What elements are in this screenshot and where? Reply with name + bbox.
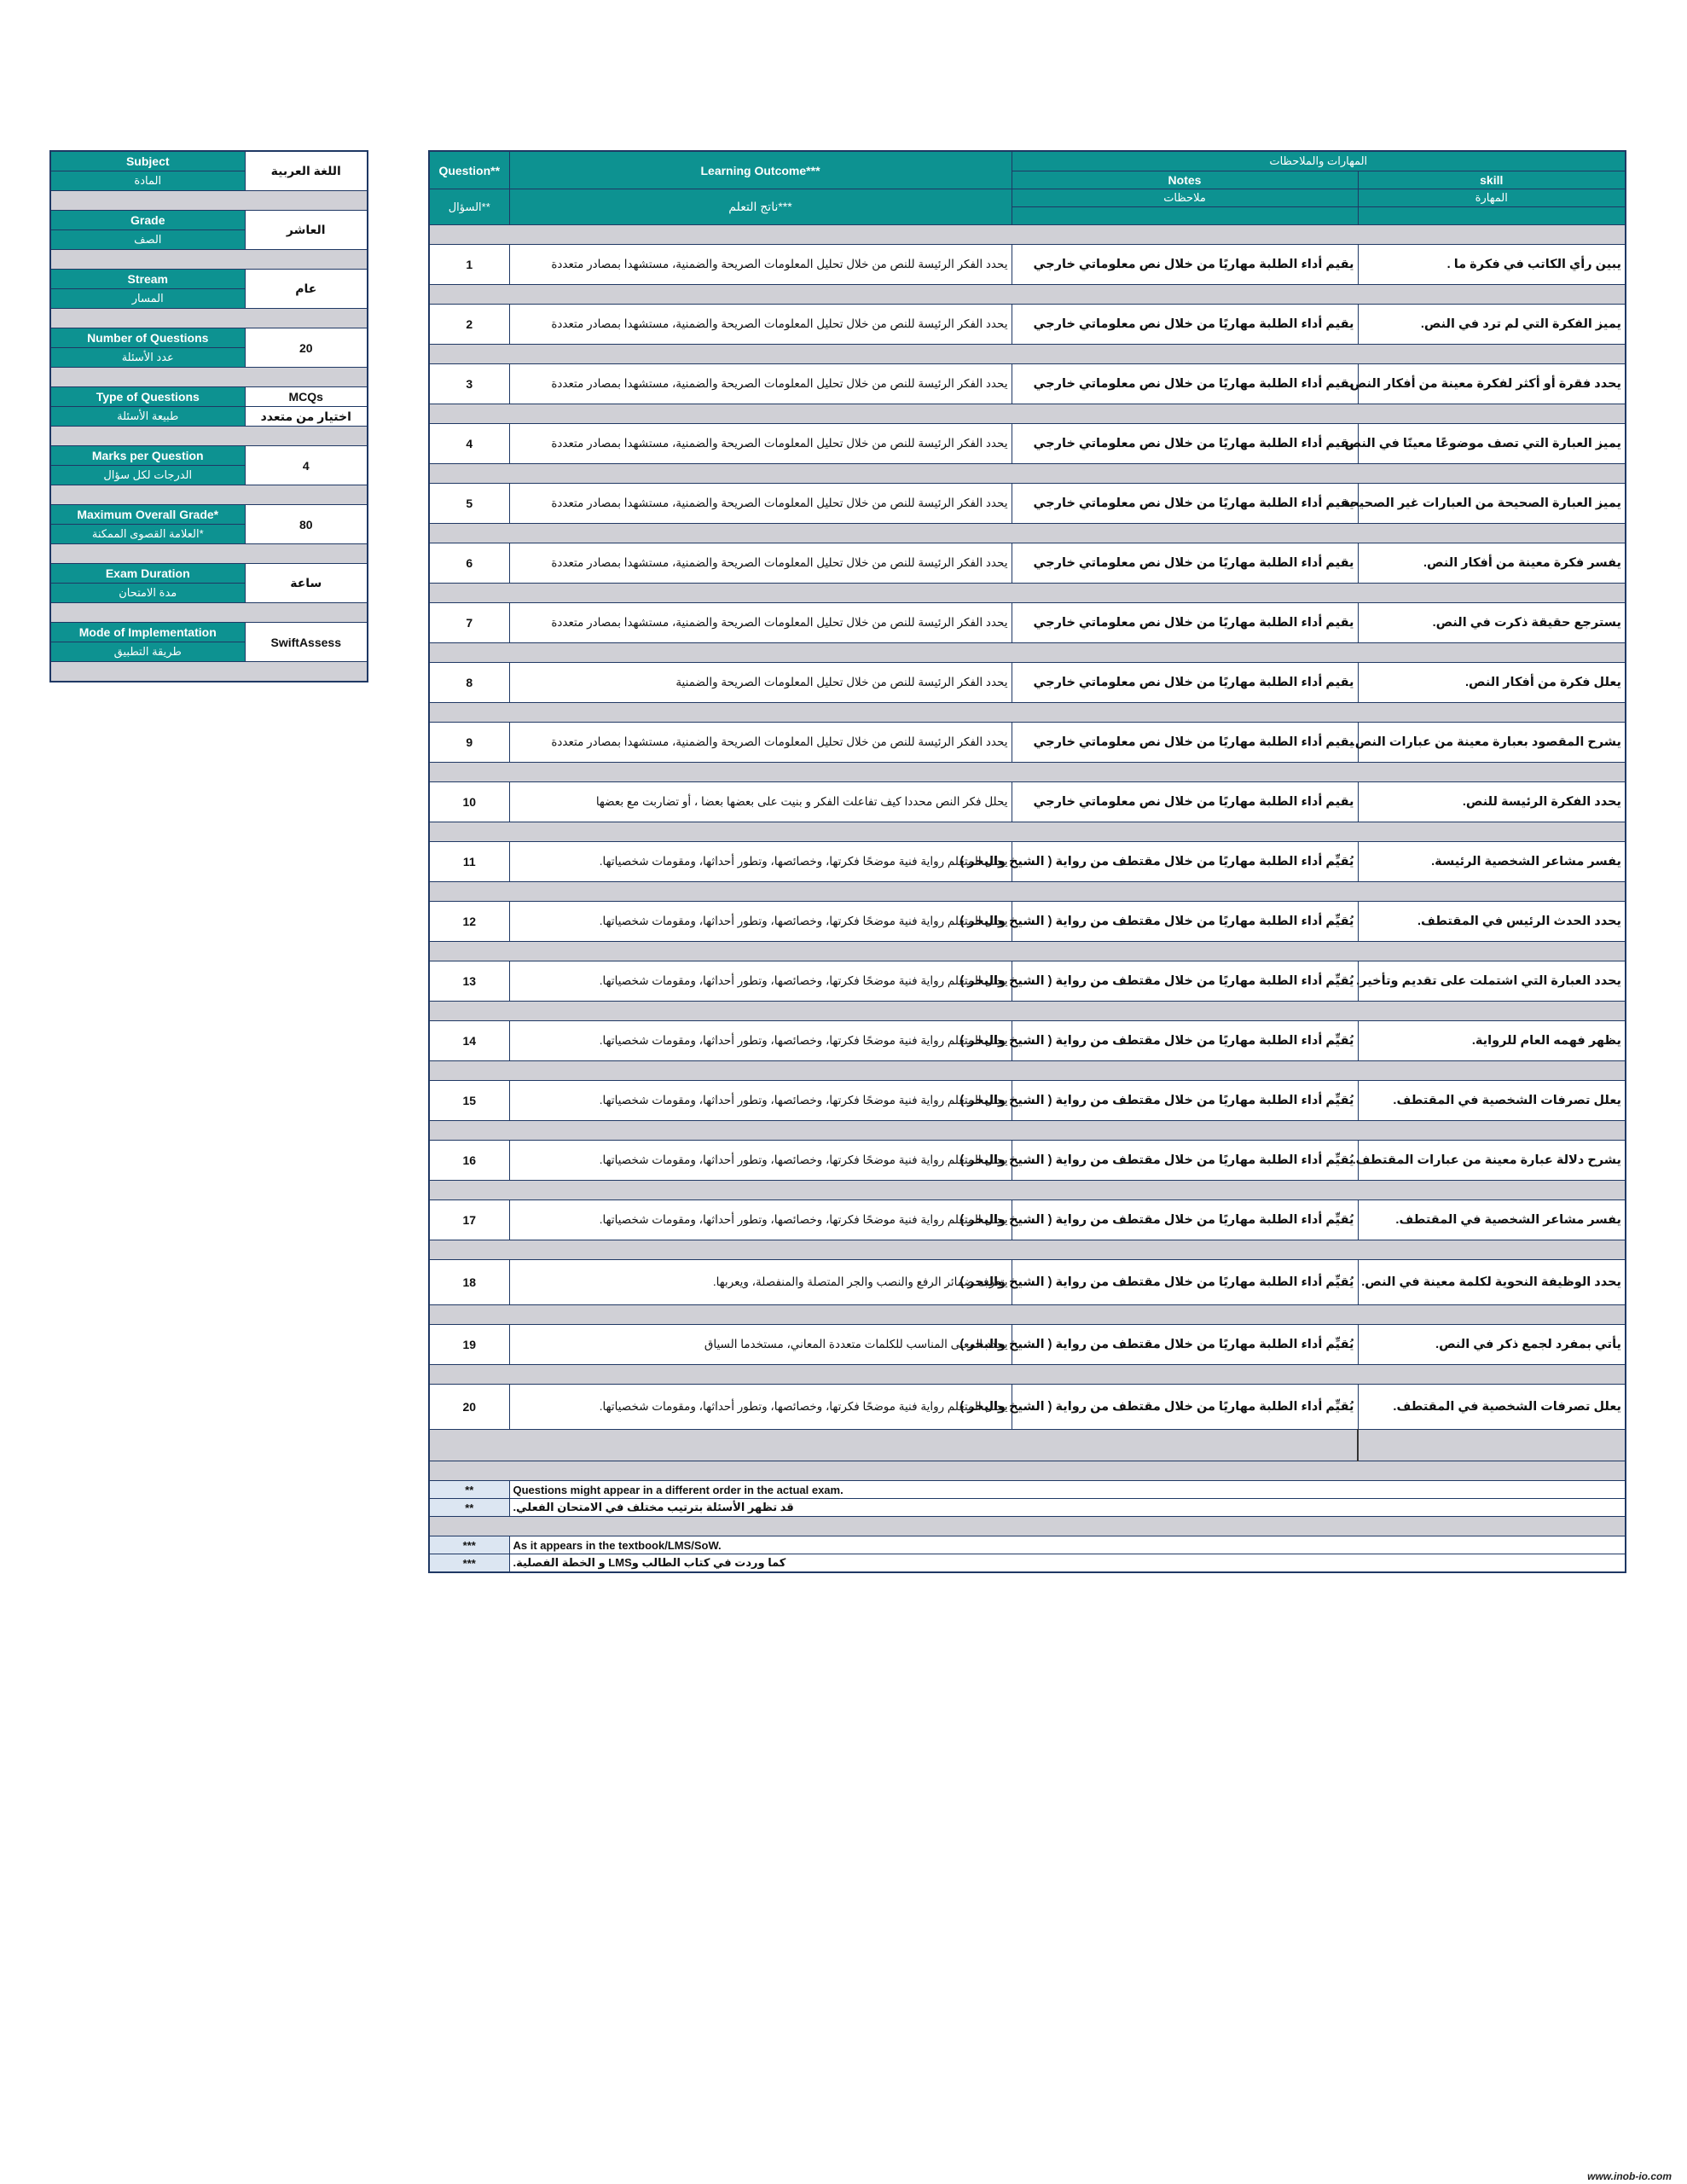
question-number: 12 (429, 902, 509, 942)
table-row (429, 663, 1626, 703)
notes-cell: يقيم أداء الطلبة مهاريًا من خلال نص معلوماتي خارجي (1012, 364, 1358, 404)
exam-info-table (49, 150, 368, 682)
learning-outcome-cell: يحلل المتعلم رواية فنية موضحًا فكرتها، وخصائصها، وتطور أحداثها، ومقومات شخصياتها. (509, 1200, 1012, 1240)
question-number: 18 (429, 1260, 509, 1305)
skill-cell: يسترجع حقيقة ذكرت في النص. (1358, 603, 1626, 643)
table-row (429, 424, 1626, 464)
notes-cell: يقيم أداء الطلبة مهاريًا من خلال نص معلوماتي خارجي (1012, 603, 1358, 643)
table-row (429, 1385, 1626, 1430)
header-notes-en: Notes (1012, 171, 1358, 189)
grade-label-ar: الصف (50, 230, 245, 250)
skill-cell: يحدد الفكرة الرئيسة للنص. (1358, 782, 1626, 822)
skill-cell: يحدد العبارة التي اشتملت على تقديم وتأخير. (1358, 961, 1626, 1002)
spacer-row (429, 1002, 1626, 1021)
spacer-row (429, 285, 1626, 305)
table-row (429, 484, 1626, 524)
learning-outcome-cell: يحدد الفكر الرئيسة للنص من خلال تحليل المعلومات الصريحة والضمنية، مستشهدا بمصادر متعددة (509, 603, 1012, 643)
spacer-row (429, 1061, 1626, 1081)
notes-cell: يُقيِّم أداء الطلبة مهاريًا من خلال مقتطف من رواية ( الشيخ والبحر ) (1012, 902, 1358, 942)
skill-cell: يظهر فهمه العام للرواية. (1358, 1021, 1626, 1061)
notes-cell: يقيم أداء الطلبة مهاريًا من خلال نص معلوماتي خارجي (1012, 424, 1358, 464)
question-number: 2 (429, 305, 509, 345)
spacer-row (429, 225, 1626, 245)
footnote-marker: *** (429, 1536, 509, 1554)
question-number: 3 (429, 364, 509, 404)
header-skill-en: skill (1358, 171, 1626, 189)
spacer-row (429, 1365, 1626, 1385)
table-row (429, 1141, 1626, 1181)
spacer-row (429, 1430, 1358, 1461)
table-row (429, 1260, 1626, 1305)
num-questions-label-ar: عدد الأسئلة (50, 348, 245, 368)
spacer-row (429, 882, 1626, 902)
spacer-row (429, 1517, 1626, 1536)
question-number: 13 (429, 961, 509, 1002)
learning-outcome-cell: يحلل فكر النص محددا كيف تفاعلت الفكر و بنيت على بعضها بعضا ، أو تضاربت مع بعضها (509, 782, 1012, 822)
skill-cell: يفسر فكرة معينة من أفكار النص. (1358, 543, 1626, 584)
spacer-row (429, 584, 1626, 603)
notes-cell: يقيم أداء الطلبة مهاريًا من خلال نص معلوماتي خارجي (1012, 245, 1358, 285)
mode-label-en: Mode of Implementation (50, 623, 245, 642)
question-number: 19 (429, 1325, 509, 1365)
spacer-row (50, 368, 368, 387)
spacer-row (429, 524, 1626, 543)
spacer-row (429, 1181, 1626, 1200)
mode-value: SwiftAssess (245, 623, 368, 662)
subject-value: اللغة العربية (245, 151, 368, 191)
notes-cell: يُقيِّم أداء الطلبة مهاريًا من خلال مقتطف من رواية ( الشيخ والبحر ) (1012, 961, 1358, 1002)
spacer-row (429, 763, 1626, 782)
max-grade-value: 80 (245, 505, 368, 544)
header-blank (1358, 207, 1626, 225)
table-row (429, 1200, 1626, 1240)
table-row (429, 902, 1626, 942)
spacer-row (50, 662, 368, 682)
skill-cell: يعلل تصرفات الشخصية في المقتطف. (1358, 1385, 1626, 1430)
learning-outcome-cell: يحلل المتعلم رواية فنية موضحًا فكرتها، وخصائصها، وتطور أحداثها، ومقومات شخصياتها. (509, 961, 1012, 1002)
notes-cell: يُقيِّم أداء الطلبة مهاريًا من خلال مقتطف من رواية ( الشيخ والبحر ) (1012, 1021, 1358, 1061)
num-questions-label-en: Number of Questions (50, 328, 245, 348)
spacer-row (429, 643, 1626, 663)
learning-outcome-cell: يتعرف ضمائر الرفع والنصب والجر المتصلة والمنفصلة، ويعربها. (509, 1260, 1012, 1305)
duration-label-en: Exam Duration (50, 564, 245, 584)
type-questions-value-en: MCQs (245, 387, 368, 407)
learning-outcome-cell: يحلل المتعلم رواية فنية موضحًا فكرتها، وخصائصها، وتطور أحداثها، ومقومات شخصياتها. (509, 1141, 1012, 1181)
notes-cell: يقيم أداء الطلبة مهاريًا من خلال نص معلوماتي خارجي (1012, 782, 1358, 822)
table-row (429, 1081, 1626, 1121)
question-number: 20 (429, 1385, 509, 1430)
spacer-row (50, 309, 368, 328)
watermark-text: www.inob-io.com (1587, 2170, 1672, 2182)
table-row (429, 1325, 1626, 1365)
question-number: 15 (429, 1081, 509, 1121)
learning-outcome-cell: يحدد الفكر الرئيسة للنص من خلال تحليل المعلومات الصريحة والضمنية، مستشهدا بمصادر متعددة (509, 305, 1012, 345)
learning-outcome-cell: يحلل المتعلم رواية فنية موضحًا فكرتها، وخصائصها، وتطور أحداثها، ومقومات شخصياتها. (509, 902, 1012, 942)
question-number: 17 (429, 1200, 509, 1240)
skill-cell: يشرح المقصود بعبارة معينة من عبارات النص. (1358, 723, 1626, 763)
learning-outcome-cell: يحدد الفكر الرئيسة للنص من خلال تحليل المعلومات الصريحة والضمنية، مستشهدا بمصادر متعددة (509, 723, 1012, 763)
header-blank (1012, 207, 1358, 225)
learning-outcome-cell: يحدد المعنى المناسب للكلمات متعددة المعاني، مستخدما السياق (509, 1325, 1012, 1365)
question-rows (429, 225, 1626, 1430)
exam-structure-table (428, 150, 1626, 1573)
spacer-row (429, 345, 1626, 364)
spacer-row (429, 404, 1626, 424)
header-skill-ar: المهارة (1358, 189, 1626, 207)
footnote-marker: ** (429, 1499, 509, 1517)
skill-cell: يفسر مشاعر الشخصية في المقتطف. (1358, 1200, 1626, 1240)
notes-cell: يقيم أداء الطلبة مهاريًا من خلال نص معلوماتي خارجي (1012, 484, 1358, 524)
table-row (429, 782, 1626, 822)
question-number: 9 (429, 723, 509, 763)
skill-cell: يفسر مشاعر الشخصية الرئيسة. (1358, 842, 1626, 882)
learning-outcome-cell: يحلل المتعلم رواية فنية موضحًا فكرتها، وخصائصها، وتطور أحداثها، ومقومات شخصياتها. (509, 1081, 1012, 1121)
learning-outcome-cell: يحدد الفكر الرئيسة للنص من خلال تحليل المعلومات الصريحة والضمنية، مستشهدا بمصادر متعددة (509, 543, 1012, 584)
table-row (429, 1021, 1626, 1061)
skill-cell: يأتي بمفرد لجمع ذكر في النص. (1358, 1325, 1626, 1365)
duration-value: ساعة (245, 564, 368, 603)
spacer-cell (1358, 1430, 1626, 1461)
header-skills-notes: المهارات والملاحظات (1012, 151, 1626, 171)
spacer-row (429, 1121, 1626, 1141)
question-number: 5 (429, 484, 509, 524)
learning-outcome-cell: يحلل المتعلم رواية فنية موضحًا فكرتها، وخصائصها، وتطور أحداثها، ومقومات شخصياتها. (509, 1021, 1012, 1061)
spacer-row (429, 464, 1626, 484)
spacer-row (429, 942, 1626, 961)
notes-cell: يقيم أداء الطلبة مهاريًا من خلال نص معلوماتي خارجي (1012, 543, 1358, 584)
spacer-row (50, 191, 368, 211)
learning-outcome-cell: يحدد الفكر الرئيسة للنص من خلال تحليل المعلومات الصريحة والضمنية (509, 663, 1012, 703)
skill-cell: يحدد فقرة أو أكثر لفكرة معينة من أفكار النص. (1358, 364, 1626, 404)
skill-cell: يشرح دلالة عبارة معينة من عبارات المقتطف. (1358, 1141, 1626, 1181)
footnote-order-ar: قد تظهر الأسئلة بترتيب مختلف في الامتحان الفعلي. (513, 1501, 794, 1513)
question-number: 7 (429, 603, 509, 643)
marks-value: 4 (245, 446, 368, 485)
question-number: 4 (429, 424, 509, 464)
learning-outcome-cell: يحلل المتعلم رواية فنية موضحًا فكرتها، وخصائصها، وتطور أحداثها، ومقومات شخصياتها. (509, 1385, 1012, 1430)
header-question-ar: السؤال** (429, 189, 509, 225)
notes-cell: يُقيِّم أداء الطلبة مهاريًا من خلال مقتطف من رواية ( الشيخ والبحر ) (1012, 1081, 1358, 1121)
spacer-row (429, 1305, 1626, 1325)
table-row (429, 603, 1626, 643)
notes-cell: يقيم أداء الطلبة مهاريًا من خلال نص معلوماتي خارجي (1012, 723, 1358, 763)
max-grade-label-en: Maximum Overall Grade* (50, 505, 245, 525)
question-number: 1 (429, 245, 509, 285)
spacer-row (50, 544, 368, 564)
marks-label-en: Marks per Question (50, 446, 245, 466)
learning-outcome-cell: يحدد الفكر الرئيسة للنص من خلال تحليل المعلومات الصريحة والضمنية، مستشهدا بمصادر متعددة (509, 424, 1012, 464)
notes-cell: يقيم أداء الطلبة مهاريًا من خلال نص معلوماتي خارجي (1012, 663, 1358, 703)
type-questions-label-ar: طبيعة الأسئلة (50, 407, 245, 427)
table-row (429, 305, 1626, 345)
mode-label-ar: طريقة التطبيق (50, 642, 245, 662)
table-row (429, 723, 1626, 763)
subject-label-ar: المادة (50, 171, 245, 191)
footnote-source-en: As it appears in the textbook/LMS/SoW. (509, 1536, 1626, 1554)
notes-cell: يُقيِّم أداء الطلبة مهاريًا من خلال مقتطف من رواية ( الشيخ والبحر ) (1012, 842, 1358, 882)
spacer-row (50, 250, 368, 270)
spacer-row (50, 485, 368, 505)
table-row (429, 961, 1626, 1002)
notes-cell: يُقيِّم أداء الطلبة مهاريًا من خلال مقتطف من رواية ( الشيخ والبحر ) (1012, 1141, 1358, 1181)
notes-cell: يُقيِّم أداء الطلبة مهاريًا من خلال مقتطف من رواية ( الشيخ والبحر ) (1012, 1385, 1358, 1430)
question-number: 6 (429, 543, 509, 584)
stream-label-en: Stream (50, 270, 245, 289)
duration-label-ar: مدة الامتحان (50, 584, 245, 603)
table-row (429, 842, 1626, 882)
marks-label-ar: الدرجات لكل سؤال (50, 466, 245, 485)
grade-label-en: Grade (50, 211, 245, 230)
header-learning-outcome-ar: ناتج التعلم*** (509, 189, 1012, 225)
question-number: 16 (429, 1141, 509, 1181)
stream-label-ar: المسار (50, 289, 245, 309)
learning-outcome-cell: يحدد الفكر الرئيسة للنص من خلال تحليل المعلومات الصريحة والضمنية، مستشهدا بمصادر متعددة (509, 364, 1012, 404)
type-questions-value-ar: اختيار من متعدد (245, 407, 368, 427)
skill-cell: يحدد الوظيفة النحوية لكلمة معينة في النص. (1358, 1260, 1626, 1305)
table-row (429, 543, 1626, 584)
max-grade-label-ar: العلامة القصوى الممكنة* (50, 525, 245, 544)
subject-label-en: Subject (50, 151, 245, 171)
footnote-order-en: Questions might appear in a different order in the actual exam. (509, 1481, 1626, 1499)
spacer-row (429, 822, 1626, 842)
skill-cell: يحدد الحدث الرئيس في المقتطف. (1358, 902, 1626, 942)
skill-cell: يميز الفكرة التي لم ترد في النص. (1358, 305, 1626, 345)
question-number: 8 (429, 663, 509, 703)
skill-cell: يعلل فكرة من أفكار النص. (1358, 663, 1626, 703)
skill-cell: يميز العبارة الصحيحة من العبارات غير الصحيحة (1358, 484, 1626, 524)
notes-cell: يُقيِّم أداء الطلبة مهاريًا من خلال مقتطف من رواية ( الشيخ والبحر ) (1012, 1325, 1358, 1365)
stream-value: عام (245, 270, 368, 309)
learning-outcome-cell: يحلل المتعلم رواية فنية موضحًا فكرتها، وخصائصها، وتطور أحداثها، ومقومات شخصياتها. (509, 842, 1012, 882)
spacer-row (429, 1240, 1626, 1260)
skill-cell: يميز العبارة التي تصف موضوعًا معينًا في النص. (1358, 424, 1626, 464)
question-number: 11 (429, 842, 509, 882)
grade-value: العاشر (245, 211, 368, 250)
footnote-marker: ** (429, 1481, 509, 1499)
type-questions-label-en: Type of Questions (50, 387, 245, 407)
spacer-row (50, 603, 368, 623)
spacer-row (50, 427, 368, 446)
table-row (429, 245, 1626, 285)
skill-cell: يبين رأي الكاتب في فكرة ما . (1358, 245, 1626, 285)
num-questions-value: 20 (245, 328, 368, 368)
question-number: 10 (429, 782, 509, 822)
notes-cell: يُقيِّم أداء الطلبة مهاريًا من خلال مقتطف من رواية ( الشيخ والبحر ) (1012, 1260, 1358, 1305)
notes-cell: يُقيِّم أداء الطلبة مهاريًا من خلال مقتطف من رواية ( الشيخ والبحر ) (1012, 1200, 1358, 1240)
footnote-marker: *** (429, 1554, 509, 1573)
footnote-source-ar: كما وردت في كتاب الطالب وLMS و الخطة الفصلية. (513, 1556, 786, 1569)
spacer-row (429, 703, 1626, 723)
learning-outcome-cell: يحدد الفكر الرئيسة للنص من خلال تحليل المعلومات الصريحة والضمنية، مستشهدا بمصادر متعددة (509, 245, 1012, 285)
header-question-en: Question** (429, 151, 509, 189)
skill-cell: يعلل تصرفات الشخصية في المقتطف. (1358, 1081, 1626, 1121)
learning-outcome-cell: يحدد الفكر الرئيسة للنص من خلال تحليل المعلومات الصريحة والضمنية، مستشهدا بمصادر متعددة (509, 484, 1012, 524)
spacer-row (429, 1461, 1626, 1481)
table-row (429, 364, 1626, 404)
question-number: 14 (429, 1021, 509, 1061)
header-learning-outcome-en: Learning Outcome*** (509, 151, 1012, 189)
notes-cell: يقيم أداء الطلبة مهاريًا من خلال نص معلوماتي خارجي (1012, 305, 1358, 345)
header-notes-ar: ملاحظات (1012, 189, 1358, 207)
